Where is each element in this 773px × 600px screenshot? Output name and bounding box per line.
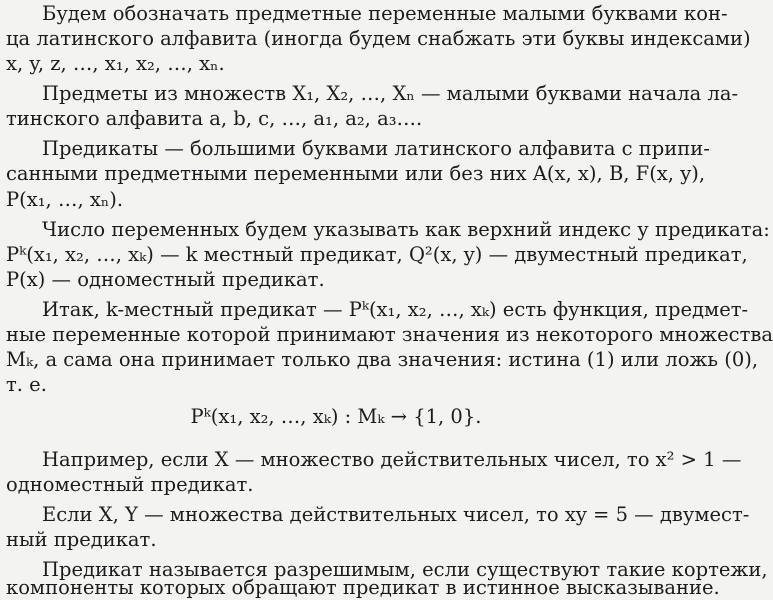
- formula: Pᵏ(x₁, x₂, …, xₖ) : Mₖ → {1, 0}.: [190, 405, 482, 428]
- text-line: Число переменных будем указывать как верхний индекс у предиката:: [42, 218, 770, 241]
- text-line: ные переменные которой принимают значения из некоторого множества: [6, 323, 773, 346]
- text-line: тинского алфавита a, b, c, …, a₁, a₂, a₃….: [6, 107, 423, 130]
- text-line: Если X, Y — множества действительных чисел, то xy = 5 — двумест-: [42, 503, 750, 526]
- text-line: санными предметными переменными или без них A(x, x), B, F(x, y),: [6, 162, 706, 185]
- text-line: P(x₁, …, xₙ).: [6, 188, 124, 211]
- text-line: ный предикат.: [6, 528, 157, 551]
- text-line: Mₖ, а сама она принимает только два значения: истина (1) или ложь (0),: [6, 348, 759, 371]
- text-line: Предметы из множеств X₁, X₂, …, Xₙ — малыми буквами начала ла-: [42, 82, 739, 105]
- text-line: Предикаты — большими буквами латинского алфавита с припи-: [42, 137, 710, 160]
- text-line: т. е.: [6, 373, 47, 396]
- text-line: Pᵏ(x₁, x₂, …, xₖ) — k местный предикат, Q²(x, y) — двуместный предикат,: [6, 243, 748, 266]
- text-line: Будем обозначать предметные переменные малыми буквами кон-: [42, 2, 728, 25]
- text-line: компоненты которых обращают предикат в истинное высказывание.: [6, 576, 720, 599]
- text-line: Например, если X — множество действительных чисел, то x² > 1 —: [42, 448, 742, 471]
- text-line: x, y, z, …, x₁, x₂, …, xₙ.: [6, 52, 225, 75]
- text-line: Предикат называется разрешимым, если существуют такие кортежи,: [42, 558, 768, 581]
- text-line: P(x) — одноместный предикат.: [6, 268, 325, 291]
- text-line: ца латинского алфавита (иногда будем снабжать эти буквы индексами): [6, 27, 751, 50]
- text-line: одноместный предикат.: [6, 473, 254, 496]
- text-line: Итак, k-местный предикат — Pᵏ(x₁, x₂, …, xₖ) есть функция, предмет-: [42, 298, 749, 321]
